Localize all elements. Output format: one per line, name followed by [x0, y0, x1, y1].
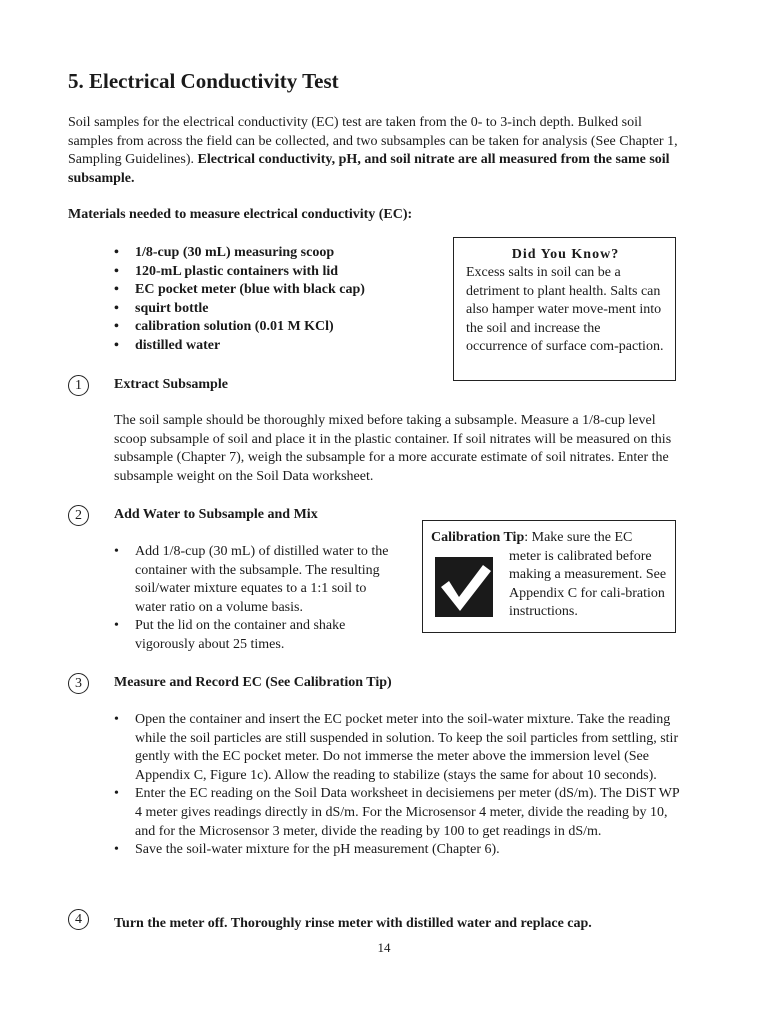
calibration-tip-rest: meter is calibrated before making a measurement. See Appendix C for cali-bration instructions. — [509, 548, 667, 620]
list-item: • distilled water — [114, 337, 365, 356]
step-bullets — [114, 711, 688, 860]
list-item: • calibration solution (0.01 M KCl) — [114, 318, 365, 337]
list-item: • Add 1/8-cup (30 mL) of distilled water to the container with the subsample. The resulting soil/water mixture equates to a 1:1 soil to water ratio on a volume basis. — [114, 543, 398, 617]
list-item: • Open the container and insert the EC pocket meter into the soil-water mixture. Take the reading while the soil particles are still suspended in solution. To keep the soil particles from settling, stir gently with the EC pocket meter. Do not immerse the meter above the immersion level (See Appendix C, Figure 1c). Allow the reading to stabilize (stays the same for about 10 seconds). — [114, 711, 688, 785]
intro-paragraph — [68, 114, 688, 188]
calibration-tip-label: Calibration Tip — [431, 530, 525, 545]
intro-bold-text: Electrical conductivity, pH, and soil nitrate are all measured from the same soil subsample. — [68, 152, 670, 186]
step-title: Add Water to Subsample and Mix — [114, 507, 318, 522]
list-item: • Put the lid on the container and shake vigorously about 25 times. — [114, 617, 398, 654]
step-number-badge: 2 — [68, 505, 89, 526]
calibration-tip-first-line: : Make sure the EC — [524, 530, 633, 545]
materials-heading: Materials needed to measure electrical conductivity (EC): — [68, 207, 413, 222]
list-item: • EC pocket meter (blue with black cap) — [114, 281, 365, 300]
materials-list — [114, 244, 365, 356]
did-you-know-title: Did You Know? — [511, 247, 620, 262]
page-title: 5. Electrical Conductivity Test — [68, 69, 339, 93]
list-item: • 120-mL plastic containers with lid — [114, 263, 365, 282]
step-title: Turn the meter off. Thoroughly rinse meter with distilled water and replace cap. — [114, 916, 592, 931]
step-number-badge: 4 — [68, 909, 89, 930]
calibration-tip-box — [422, 520, 676, 633]
step-number-badge: 1 — [68, 375, 89, 396]
list-item: • Save the soil-water mixture for the pH measurement (Chapter 6). — [114, 841, 688, 860]
step-number-badge: 3 — [68, 673, 89, 694]
step-title: Extract Subsample — [114, 377, 228, 392]
list-item: • Enter the EC reading on the Soil Data worksheet in decisiemens per meter (dS/m). The DiST WP 4 meter gives readings directly in dS/m. For the Microsensor 4 meter, divide the reading by 10, and for the Microsensor 3 meter, divide the reading by 100 to get readings in dS/m. — [114, 785, 688, 841]
did-you-know-box — [453, 237, 676, 381]
step-title: Measure and Record EC (See Calibration Tip) — [114, 675, 392, 690]
intro-text: Soil samples for the electrical conductivity (EC) test are taken from the 0- to 3-inch depth. Bulked soil samples from across the field can be collected, and two subsamples can be taken for analysis (See Chapter 1, Sampling Guidelines). — [68, 115, 678, 168]
page-number: 14 — [377, 940, 391, 955]
step-body: The soil sample should be thoroughly mixed before taking a subsample. Measure a 1/8-cup level scoop subsample of soil and place it in the plastic container. If soil nitrates will be measured on this subsample (Chapter 7), weigh the subsample for a more accurate estimate of soil nitrates. Enter the subsample weight on the Soil Data worksheet. — [114, 413, 672, 484]
did-you-know-body: Excess salts in soil can be a detriment to plant health. Salts can also hamper water move-ment into the soil and increase the occurrence of surface com-paction. — [466, 265, 664, 355]
list-item: • 1/8-cup (30 mL) measuring scoop — [114, 244, 365, 263]
list-item: • squirt bottle — [114, 300, 365, 319]
step-bullets — [114, 543, 398, 655]
calibration-tip-text — [431, 529, 667, 622]
